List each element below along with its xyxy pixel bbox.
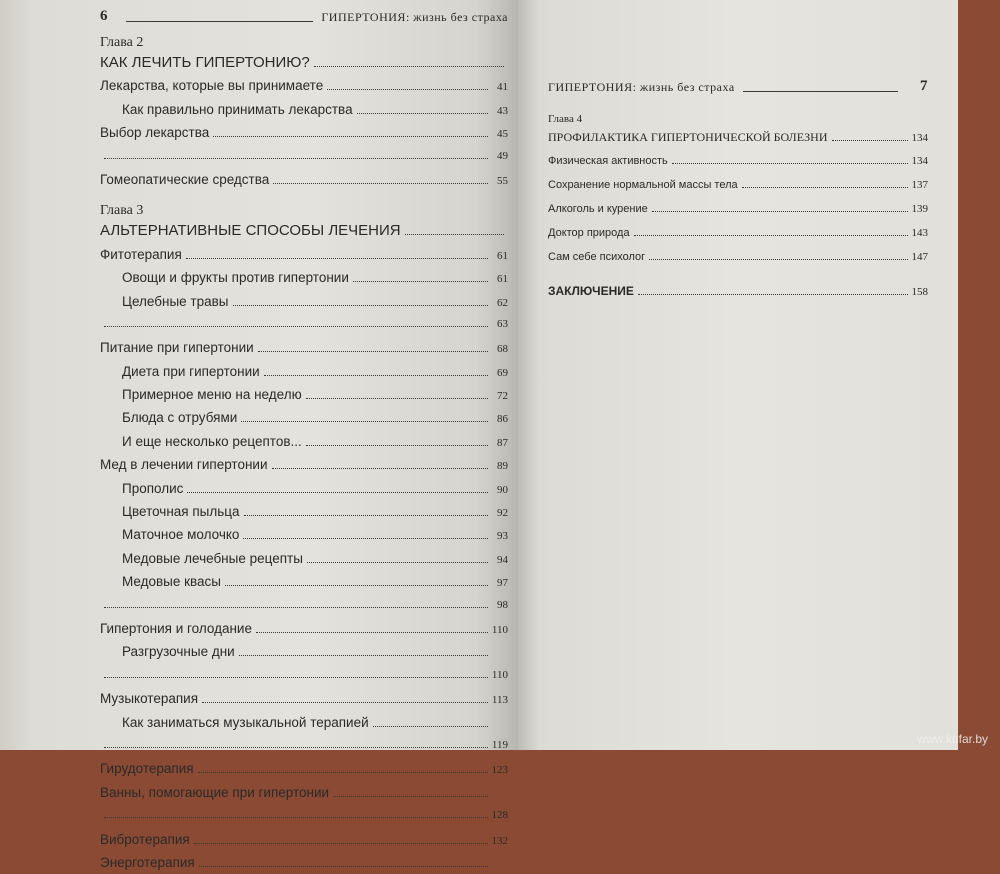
- toc-page-number: 137: [911, 179, 928, 191]
- toc-page-number: 128: [491, 809, 508, 822]
- toc-entry: [100, 430, 508, 453]
- leader-dots: [306, 398, 488, 399]
- toc-page-number: 132: [491, 834, 508, 847]
- chapter-label: Глава 3: [100, 203, 144, 219]
- header-rule: [743, 90, 898, 92]
- leader-dots: [256, 632, 488, 633]
- toc-page-number: 134: [911, 132, 928, 144]
- toc-page-number: 89: [497, 460, 508, 473]
- toc-entry: [100, 98, 508, 121]
- toc-entry-label: Примерное меню на неделю: [122, 387, 302, 403]
- toc-page-number: 134: [911, 155, 928, 167]
- leader-dots: [243, 538, 488, 539]
- leader-dots: [327, 89, 488, 90]
- toc-entry: [100, 523, 508, 546]
- toc-page-number: 87: [497, 436, 508, 449]
- chapter-title: [100, 219, 508, 242]
- leader-dots: [186, 258, 488, 259]
- toc-entry-label: Гомеопатические средства: [100, 171, 270, 187]
- chapter-label: Глава 4: [548, 113, 583, 125]
- toc-page-number: 143: [911, 227, 928, 239]
- leader-dots: [244, 515, 488, 516]
- toc-entry: [100, 243, 508, 266]
- toc-entry: [548, 173, 928, 197]
- leader-dots: [373, 726, 488, 727]
- leader-dots: [194, 843, 488, 844]
- toc-entry: [100, 453, 508, 476]
- leader-dots: [672, 163, 908, 164]
- toc-entry: [100, 594, 508, 617]
- toc-entry: [100, 336, 508, 359]
- toc-entry-label: Сам себе психолог: [548, 251, 646, 263]
- toc-page-number: 92: [497, 507, 508, 520]
- toc-entry-label: Физическая активность: [548, 155, 668, 167]
- leader-dots: [306, 445, 488, 446]
- toc-entry: [100, 360, 508, 383]
- leader-dots: [652, 211, 908, 212]
- toc-entry-label: Выбор лекарства: [100, 125, 210, 141]
- leader-dots: [634, 235, 908, 236]
- toc-entry-label: Сохранение нормальной массы тела: [548, 179, 738, 191]
- toc-entry: [100, 477, 508, 500]
- leader-dots: [198, 772, 488, 773]
- toc-entry: [100, 383, 508, 406]
- toc-entry-label: И еще несколько рецептов...: [122, 433, 302, 449]
- toc-entry-label: Диета при гипертонии: [122, 363, 260, 379]
- toc-entry-label: Цветочная пыльца: [122, 504, 240, 520]
- chapter-title-text: АЛЬТЕРНАТИВНЫЕ СПОСОБЫ ЛЕЧЕНИЯ: [100, 222, 401, 240]
- toc-entry-label: Доктор природа: [548, 227, 630, 239]
- toc-entry: [100, 313, 508, 336]
- toc-entry-label: Медовые квасы: [122, 574, 222, 590]
- toc-entry-label: Как правильно принимать лекарства: [122, 101, 353, 117]
- toc-entry-label: Разгрузочные дни: [122, 644, 235, 660]
- toc-entry: [100, 547, 508, 570]
- leader-dots: [333, 796, 488, 797]
- leader-dots: [233, 305, 488, 306]
- toc-page-number: 61: [497, 273, 508, 286]
- toc-entry-label: Фитотерапия: [100, 246, 182, 262]
- toc-conclusion: [548, 279, 928, 303]
- leader-dots: [104, 817, 488, 818]
- toc-entry: [100, 500, 508, 523]
- toc-page-number: 62: [497, 296, 508, 309]
- toc-left: [100, 35, 508, 874]
- toc-page-number: 110: [491, 668, 508, 681]
- toc-entry-label: Как заниматься музыкальной терапией: [122, 714, 369, 730]
- leader-dots: [649, 259, 907, 260]
- toc-entry-label: Алкоголь и курение: [548, 203, 648, 215]
- toc-entry: [548, 245, 928, 269]
- toc-entry-label: Вибротерапия: [100, 831, 190, 847]
- toc-entry-label: Овощи и фрукты против гипертонии: [122, 270, 349, 286]
- toc-entry: [100, 804, 508, 827]
- leader-dots: [213, 136, 488, 137]
- chapter-title: [548, 125, 928, 149]
- leader-dots: [104, 677, 488, 678]
- toc-entry: [100, 664, 508, 687]
- leader-dots: [258, 351, 488, 352]
- leader-dots: [187, 492, 488, 493]
- toc-entry-label: Гирудотерапия: [100, 761, 194, 777]
- leader-dots: [225, 585, 488, 586]
- leader-dots: [314, 66, 504, 67]
- toc-page-number: 72: [497, 390, 508, 403]
- leader-dots: [104, 158, 488, 159]
- toc-page-number: 119: [491, 738, 508, 751]
- toc-entry-label: ЗАКЛЮЧЕНИЕ: [548, 284, 634, 298]
- leader-dots: [104, 326, 488, 327]
- leader-dots: [241, 421, 488, 422]
- chapter-title-text: КАК ЛЕЧИТЬ ГИПЕРТОНИЮ?: [100, 54, 310, 71]
- leader-dots: [202, 702, 488, 703]
- toc-entry: [100, 290, 508, 313]
- toc-entry-label: ПРОФИЛАКТИКА ГИПЕРТОНИЧЕСКОЙ БОЛЕЗНИ: [548, 130, 828, 144]
- toc-entry: [548, 149, 928, 173]
- toc-page-number: 61: [497, 249, 508, 262]
- toc-page-number: 93: [497, 530, 508, 543]
- toc-page-number: 43: [497, 104, 508, 117]
- leader-dots: [742, 187, 908, 188]
- toc-entry: [548, 221, 928, 245]
- toc-entry: [100, 734, 508, 757]
- running-title-right: ГИПЕРТОНИЯ: жизнь без страха: [548, 80, 735, 94]
- page-number-right: 7: [920, 78, 928, 94]
- toc-entry: [100, 168, 508, 191]
- toc-entry: [100, 640, 508, 663]
- toc-page-number: 110: [491, 623, 508, 636]
- toc-entry: [100, 74, 508, 97]
- leader-dots: [357, 113, 488, 114]
- toc-page-number: 41: [497, 81, 508, 94]
- right-page: [518, 0, 958, 750]
- toc-entry-label: Маточное молочко: [122, 527, 240, 543]
- leader-dots: [273, 183, 488, 184]
- toc-entry-label: Музыкотерапия: [100, 691, 199, 707]
- toc-page-number: 123: [491, 764, 508, 777]
- toc-entry: [100, 711, 508, 734]
- toc-entry-label: Мед в лечении гипертонии: [100, 457, 268, 473]
- leader-dots: [264, 375, 488, 376]
- running-head-right: [548, 78, 928, 95]
- watermark: www.kufar.by: [917, 732, 988, 746]
- leader-dots: [638, 294, 908, 295]
- leader-dots: [353, 281, 488, 282]
- toc-page-number: 90: [497, 483, 508, 496]
- running-title-left: ГИПЕРТОНИЯ: жизнь без страха: [321, 10, 508, 24]
- leader-dots: [104, 607, 488, 608]
- toc-page-number: 147: [911, 251, 928, 263]
- toc-entry-label: Ванны, помогающие при гипертонии: [100, 784, 330, 800]
- toc-entry: [100, 406, 508, 429]
- toc-right: [548, 149, 928, 269]
- toc-entry-label: Медовые лечебные рецепты: [122, 550, 303, 566]
- toc-entry: [100, 617, 508, 640]
- toc-entry-label: Прополис: [122, 480, 184, 496]
- toc-page-number: 55: [497, 174, 508, 187]
- running-head-left: [100, 8, 508, 25]
- leader-dots: [832, 140, 908, 141]
- toc-entry: [100, 266, 508, 289]
- toc-page-number: 68: [497, 343, 508, 356]
- leader-dots: [239, 655, 488, 656]
- chapter-title: [100, 51, 508, 74]
- toc-entry-label: Гипертония и голодание: [100, 620, 252, 636]
- toc-entry: [100, 121, 508, 144]
- toc-page-number: 86: [497, 413, 508, 426]
- toc-page-number: 69: [497, 366, 508, 379]
- page-number-left: 6: [100, 8, 108, 24]
- toc-page-number: 45: [497, 128, 508, 141]
- toc-entry: [100, 757, 508, 780]
- toc-entry: [100, 781, 508, 804]
- leader-dots: [199, 866, 488, 867]
- toc-entry-label: Лекарства, которые вы принимаете: [100, 78, 324, 94]
- toc-page-number: 94: [497, 553, 508, 566]
- leader-dots: [104, 747, 488, 748]
- toc-entry: [100, 570, 508, 593]
- chapter-label: Глава 2: [100, 35, 144, 50]
- toc-page-number: 98: [497, 598, 508, 611]
- leader-dots: [405, 234, 504, 235]
- toc-page-number: 158: [911, 286, 928, 298]
- toc-entry: [100, 687, 508, 710]
- toc-entry: [100, 828, 508, 851]
- toc-entry: [100, 145, 508, 168]
- toc-page-number: 113: [491, 694, 508, 707]
- toc-page-number: 63: [497, 317, 508, 330]
- toc-page-number: 139: [911, 203, 928, 215]
- toc-entry: [100, 851, 508, 874]
- toc-entry: [548, 197, 928, 221]
- toc-page-number: 97: [497, 577, 508, 590]
- toc-entry-label: Питание при гипертонии: [100, 340, 254, 356]
- header-rule: [126, 20, 313, 22]
- toc-entry-label: Энерготерапия: [100, 854, 195, 870]
- toc-entry-label: Блюда с отрубями: [122, 410, 238, 426]
- leader-dots: [307, 562, 488, 563]
- toc-page-number: 49: [497, 149, 508, 162]
- leader-dots: [272, 468, 489, 469]
- toc-entry-label: Целебные травы: [122, 293, 229, 309]
